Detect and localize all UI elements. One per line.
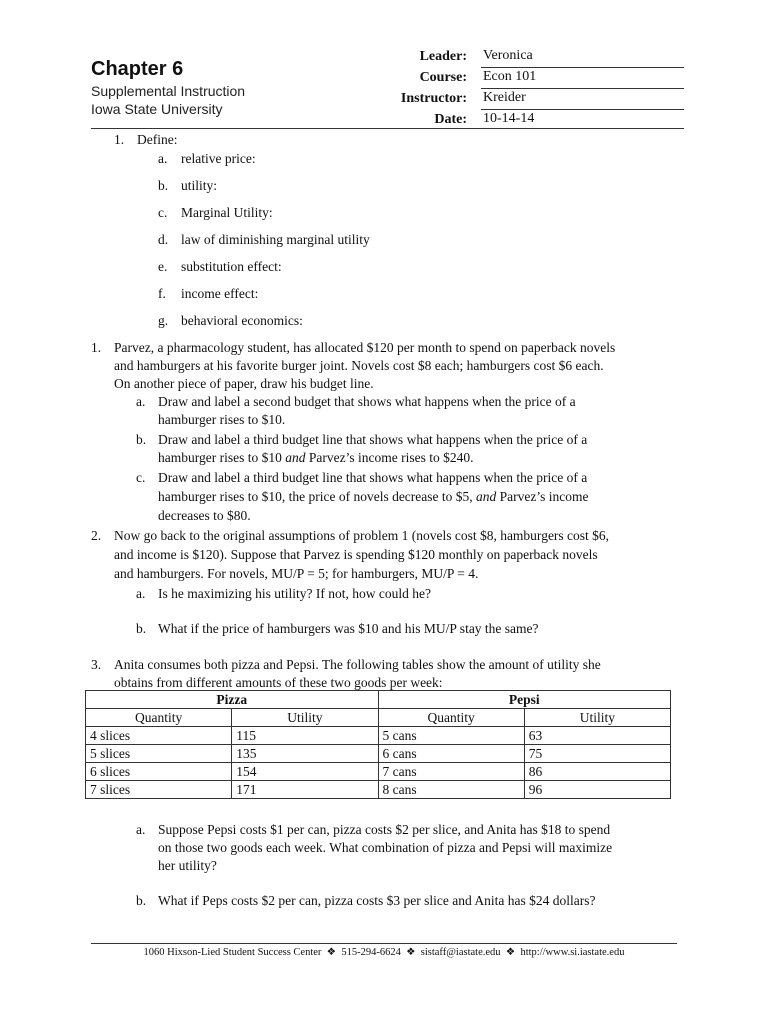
table-cell: 115 — [232, 727, 378, 745]
q1-text-line: and hamburgers at his favorite burger joint. Novels cost $8 each; hamburgers cost $6 each. — [114, 358, 604, 373]
course-field — [481, 69, 684, 89]
q3a-text-line: on those two goods each week. What combination of pizza and Pepsi will maximize — [158, 840, 613, 855]
leader-value: Veronica — [483, 48, 533, 63]
table-cell: 6 slices — [86, 763, 232, 781]
define-item-text: law of diminishing marginal utility — [181, 232, 370, 247]
footer-divider — [91, 943, 677, 944]
q1a-letter: a. — [136, 394, 146, 409]
table-header-row — [86, 709, 671, 727]
table-row — [86, 745, 671, 763]
q1a-text-line: hamburger rises to $10. — [158, 412, 286, 427]
subtitle-line-1: Supplemental Instruction — [91, 83, 246, 99]
define-item-text: behavioral economics: — [181, 313, 303, 328]
table-cell: 4 slices — [86, 727, 232, 745]
q2b-letter: b. — [136, 621, 147, 636]
page-title: Chapter 6 — [91, 58, 184, 80]
define-item-letter: d. — [158, 232, 169, 247]
table-cell: 63 — [524, 727, 670, 745]
q3-number: 3. — [91, 657, 102, 672]
q2-text-line: and income is $120). Suppose that Parvez is spending $120 monthly on paperback novels — [114, 547, 598, 562]
q1-text-line: Parvez, a pharmacology student, has allocated $120 per month to spend on paperback novels — [114, 340, 616, 355]
header-divider — [91, 128, 684, 129]
table-cell: 6 cans — [378, 745, 524, 763]
course-label: Course: — [419, 70, 467, 85]
q1b-letter: b. — [136, 432, 147, 447]
q2a-text: Is he maximizing his utility? If not, how could he? — [158, 586, 431, 601]
define-item-letter: e. — [158, 259, 168, 274]
column-header: Utility — [524, 709, 670, 727]
column-header: Quantity — [378, 709, 524, 727]
utility-table — [85, 690, 671, 799]
define-item-text: income effect: — [181, 286, 259, 301]
define-number: 1. — [114, 132, 125, 147]
q3-text-line: obtains from different amounts of these two goods per week: — [114, 675, 443, 690]
footer-phone: 515-294-6624 — [341, 947, 401, 958]
leader-label: Leader: — [419, 49, 467, 64]
q1a-text-line: Draw and label a second budget that shows what happens when the price of a — [158, 394, 576, 409]
date-value: 10-14-14 — [483, 111, 535, 126]
define-item-letter: b. — [158, 178, 169, 193]
q1b-text-line: Draw and label a third budget line that shows what happens when the price of a — [158, 432, 588, 447]
subtitle-line-2: Iowa State University — [91, 101, 223, 117]
instructor-value: Kreider — [483, 90, 526, 105]
table-row — [86, 781, 671, 799]
diamond-bullet-icon: ❖ — [403, 947, 419, 958]
footer-email[interactable]: sistaff@iastate.edu — [420, 947, 501, 958]
q1b-text-part: Parvez’s income rises to $240. — [305, 450, 474, 465]
table-row — [86, 763, 671, 781]
table-group-pizza: Pizza — [86, 691, 379, 709]
table-cell: 8 cans — [378, 781, 524, 799]
q1c-letter: c. — [136, 470, 146, 485]
define-item-text: Marginal Utility: — [181, 205, 273, 220]
q1b-text-line-2 — [158, 449, 473, 467]
footer-address: 1060 Hixson-Lied Student Success Center — [143, 947, 322, 958]
q1c-text-part: Parvez’s income — [496, 489, 589, 504]
footer-url[interactable]: http://www.si.iastate.edu — [520, 947, 625, 958]
table-cell: 86 — [524, 763, 670, 781]
q2-text-line: Now go back to the original assumptions of problem 1 (novels cost $8, hamburgers cost $6, — [114, 528, 610, 543]
define-item-letter: c. — [158, 205, 168, 220]
q3a-text-line: her utility? — [158, 858, 217, 873]
q1b-emphasis: and — [285, 450, 306, 465]
q3b-text: What if Peps costs $2 per can, pizza costs $3 per slice and Anita has $24 dollars? — [158, 893, 596, 908]
q1c-text-line: Draw and label a third budget line that shows what happens when the price of a — [158, 470, 588, 485]
date-label: Date: — [434, 112, 467, 127]
table-cell: 7 cans — [378, 763, 524, 781]
footer — [91, 946, 677, 958]
table-group-header-row — [86, 691, 671, 709]
table-cell: 5 cans — [378, 727, 524, 745]
q3-text-line: Anita consumes both pizza and Pepsi. The following tables show the amount of utility she — [114, 657, 601, 672]
q1c-text-part: hamburger rises to $10, the price of novels decrease to $5, — [158, 489, 477, 504]
q3a-text-line: Suppose Pepsi costs $1 per can, pizza costs $2 per slice, and Anita has $18 to spend — [158, 822, 611, 837]
q1c-emphasis: and — [476, 489, 497, 504]
column-header: Quantity — [86, 709, 232, 727]
q2-number: 2. — [91, 528, 102, 543]
table-row — [86, 727, 671, 745]
define-item-text: relative price: — [181, 151, 256, 166]
q2b-text: What if the price of hamburgers was $10 and his MU/P stay the same? — [158, 621, 539, 636]
q3a-letter: a. — [136, 822, 146, 837]
course-value: Econ 101 — [483, 69, 537, 84]
define-item-text: utility: — [181, 178, 218, 193]
define-item-letter: a. — [158, 151, 168, 166]
q1-text-line: On another piece of paper, draw his budget line. — [114, 376, 374, 391]
table-cell: 135 — [232, 745, 378, 763]
table-cell: 7 slices — [86, 781, 232, 799]
q1c-text-line: decreases to $80. — [158, 508, 251, 523]
define-item-letter: f. — [158, 286, 166, 301]
q2a-letter: a. — [136, 586, 146, 601]
instructor-label: Instructor: — [400, 91, 467, 106]
diamond-bullet-icon: ❖ — [503, 947, 518, 958]
table-cell: 154 — [232, 763, 378, 781]
define-title: Define: — [137, 132, 178, 147]
define-item-letter: g. — [158, 313, 169, 328]
q1b-text-part: hamburger rises to $10 — [158, 450, 286, 465]
table-cell: 96 — [524, 781, 670, 799]
column-header: Utility — [232, 709, 378, 727]
table-cell: 171 — [232, 781, 378, 799]
define-item-text: substitution effect: — [181, 259, 282, 274]
q2-text-line: and hamburgers. For novels, MU/P = 5; for hamburgers, MU/P = 4. — [114, 566, 479, 581]
q1-number: 1. — [91, 340, 102, 355]
diamond-bullet-icon: ❖ — [324, 947, 339, 958]
table-group-pepsi: Pepsi — [378, 691, 671, 709]
q1c-text-line-2 — [158, 488, 589, 506]
leader-field — [481, 48, 684, 68]
q3b-letter: b. — [136, 893, 147, 908]
table-cell: 75 — [524, 745, 670, 763]
instructor-field — [481, 90, 684, 110]
table-cell: 5 slices — [86, 745, 232, 763]
